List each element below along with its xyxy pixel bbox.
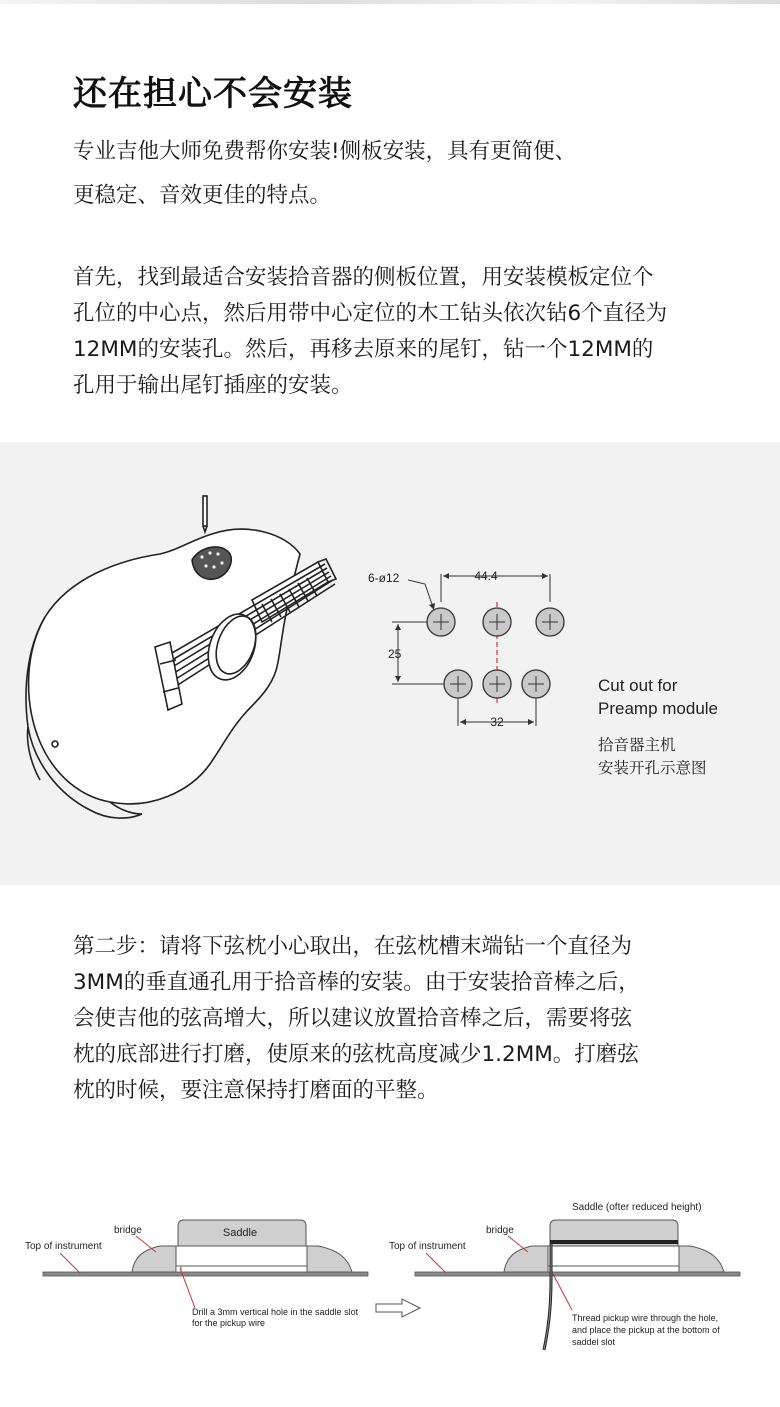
- step1-line: 12MM的安装孔。然后，再移去原来的尾钉，钻一个12MM的: [73, 337, 654, 362]
- step1-paragraph: [73, 260, 741, 404]
- drill-note-line: Drill a 3mm vertical hole in the saddle slot: [192, 1307, 359, 1317]
- step2-paragraph: [73, 929, 741, 1109]
- step2-line: 3MM的垂直通孔用于拾音棒的安装。由于安装拾音棒之后，: [73, 970, 640, 995]
- step1-line: 首先，找到最适合安装拾音器的侧板位置，用安装模板定位个: [73, 265, 654, 290]
- hole-spec-label: 6-ø12: [368, 571, 400, 585]
- cutout-diagram: [0, 442, 780, 885]
- thread-note-line: saddel slot: [572, 1337, 616, 1347]
- preamp-caption-zh-line: 拾音器主机: [598, 736, 676, 754]
- saddle-diagram: [0, 1190, 780, 1370]
- preamp-caption-en: [598, 674, 718, 720]
- drill-hole: [427, 608, 455, 636]
- thread-note-line: Thread pickup wire through the hole,: [572, 1313, 719, 1323]
- saddle-diagram-before: [25, 1220, 368, 1328]
- intro-line: 专业吉他大师免费帮你安装!侧板安装，具有更简便、: [73, 139, 577, 164]
- step2-line: 枕的时候，要注意保持打磨面的平整。: [73, 1078, 439, 1103]
- preamp-caption-en-line: Preamp module: [598, 699, 719, 718]
- step2-line: 会使吉他的弦高增大，所以建议放置拾音棒之后，需要将弦: [73, 1006, 633, 1031]
- page-title: 还在担心不会安装: [73, 74, 353, 114]
- top-of-instrument-label: Top of instrument: [25, 1241, 102, 1252]
- preamp-caption-en-line: Cut out for: [598, 676, 678, 695]
- preamp-caption-zh: [598, 734, 707, 780]
- drill-hole: [444, 670, 472, 698]
- intro-line: 更稳定、音效更佳的特点。: [73, 183, 332, 208]
- saddle-reduced-label: Saddle (ofter reduced height): [572, 1202, 702, 1213]
- drill-hole: [522, 670, 550, 698]
- drill-hole: [483, 670, 511, 698]
- drill-note-line: for the pickup wire: [192, 1318, 266, 1328]
- arrow-icon: [376, 1299, 420, 1317]
- preamp-caption-zh-line: 安装开孔示意图: [598, 759, 707, 777]
- step2-line: 第二步：请将下弦枕小心取出，在弦枕槽末端钻一个直径为: [73, 934, 633, 959]
- bridge-label: bridge: [486, 1225, 514, 1236]
- bridge-label: bridge: [114, 1225, 142, 1236]
- drill-hole: [536, 608, 564, 636]
- drill-hole: [483, 608, 511, 636]
- thread-note-line: and place the pickup at the bottom of: [572, 1325, 720, 1335]
- dim-bottom-label: 32: [490, 715, 504, 729]
- intro-paragraph: [73, 130, 741, 218]
- dim-side-label: 25: [388, 647, 402, 661]
- top-divider: [0, 0, 780, 4]
- dim-top-label: 44.4: [474, 569, 498, 583]
- saddle-label: Saddle: [222, 1227, 258, 1239]
- hole-template: [368, 569, 564, 729]
- top-of-instrument-label: Top of instrument: [389, 1241, 466, 1252]
- saddle-diagram-after: [389, 1202, 740, 1350]
- step2-line: 枕的底部进行打磨，使原来的弦枕高度减少1.2MM。打磨弦: [73, 1042, 639, 1067]
- guitar-illustration: [26, 496, 336, 818]
- step1-line: 孔用于输出尾钉插座的安装。: [73, 373, 353, 398]
- step1-line: 孔位的中心点，然后用带中心定位的木工钻头依次钻6个直径为: [73, 301, 668, 326]
